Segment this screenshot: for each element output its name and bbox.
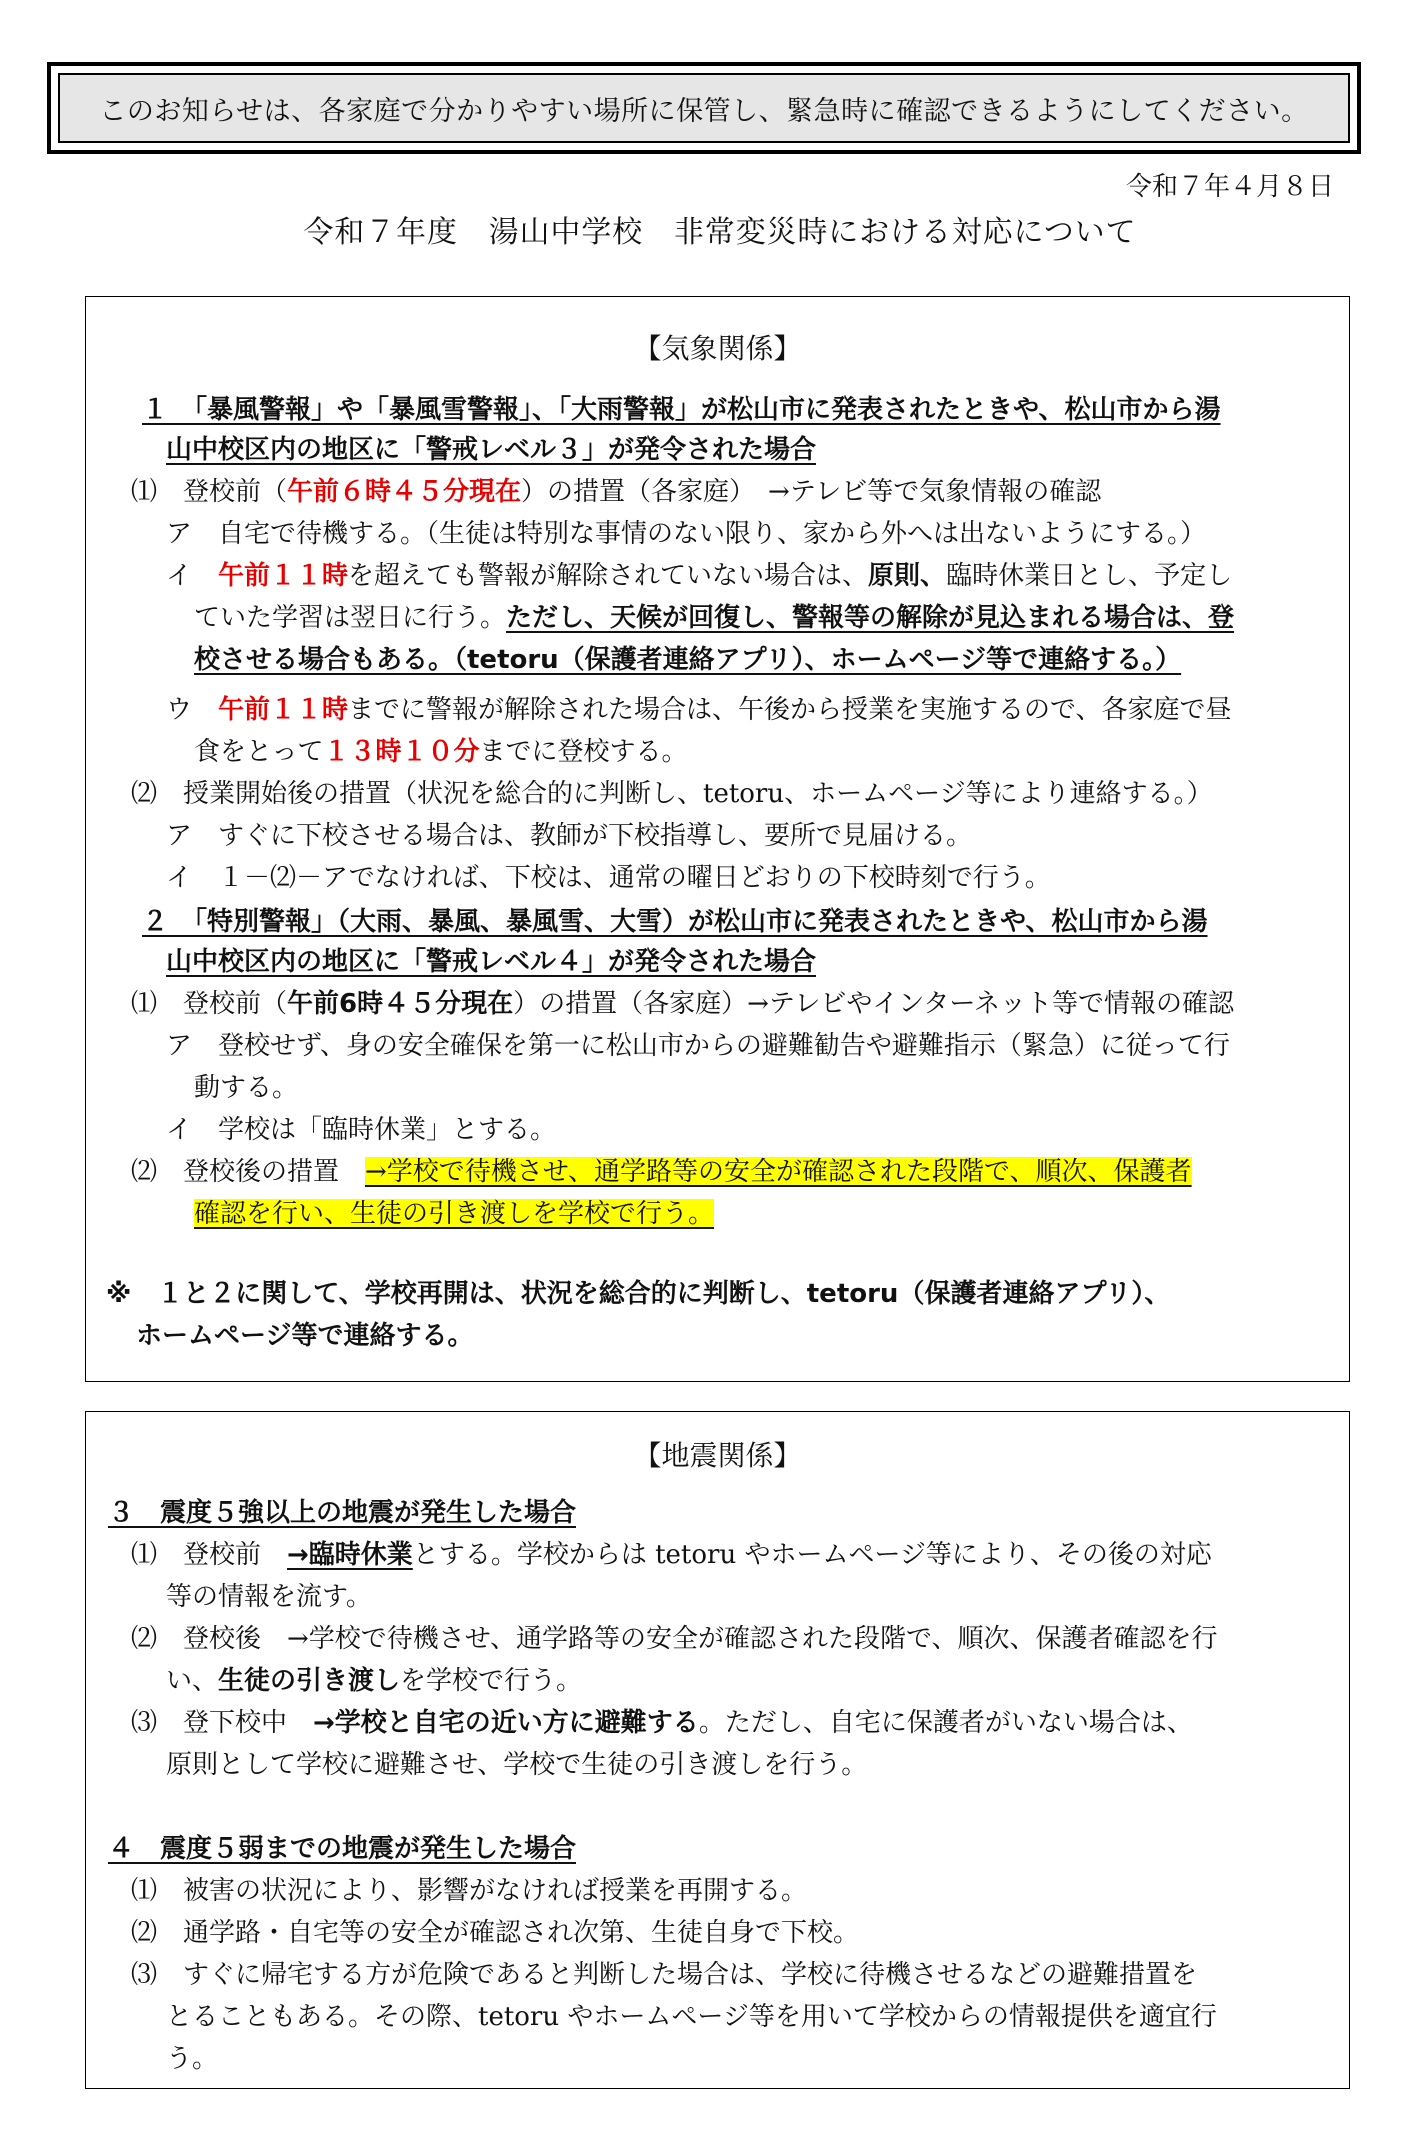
weather-section: [85, 296, 1350, 1382]
s2-p1: [131, 987, 1234, 1021]
s1-i2-underlined: ただし、天候が回復し、警報等の解除が見込まれる場合は、登: [506, 603, 1235, 633]
s3-p1-line1: [131, 1538, 1212, 1572]
document-title: 令和７年度 湯山中学校 非常変災時における対応について: [303, 215, 1137, 250]
s2-p2-highlight1: →学校で待機させ、通学路等の安全が確認された段階で、順次、保護者: [365, 1157, 1192, 1187]
section4-title: ４ 震度５弱までの地震が発生した場合: [108, 1834, 577, 1864]
s3-p3-bold: →学校と自宅の近い方に避難する: [313, 1708, 699, 1738]
s1-i-line2: [194, 601, 1234, 635]
note-line2: ホームページ等で連絡する。: [136, 1321, 474, 1351]
s2-p2-line2: [194, 1197, 714, 1231]
s2-a-line2: 動する。: [194, 1073, 299, 1103]
s1-i-post: 臨時休業日とし、予定し: [946, 561, 1233, 591]
s1-i-time: 午前１１時: [218, 561, 349, 591]
notice-banner-inner: [58, 73, 1350, 143]
s3-p1-underlined: →臨時休業: [287, 1540, 413, 1570]
s4-p2: ⑵ 通学路・自宅等の安全が確認され次第、生徒自身で下校。: [131, 1918, 860, 1948]
s2-p1-time: 午前6時４５分現在: [287, 989, 514, 1019]
s2-i: イ 学校は「臨時休業」とする。: [166, 1115, 557, 1145]
s1-u2-post: までに登校する。: [479, 737, 688, 767]
s1-i-line3: 校させる場合もある。（tetoru（保護者連絡アプリ）、ホームページ等で連絡する。）: [194, 645, 1182, 675]
s1-p2: ⑵ 授業開始後の措置（状況を総合的に判断し、tetoru、ホームページ等により連絡する。）: [131, 779, 1213, 809]
s1-i-pre: イ: [166, 561, 219, 591]
s3-p1-post: とする。学校からは tetoru やホームページ等により、その後の対応: [412, 1540, 1212, 1570]
s1-p1: [131, 475, 1101, 509]
document-date: 令和７年４月８日: [1125, 172, 1334, 202]
s2-p2-highlight2: 確認を行い、生徒の引き渡しを学校で行う。: [194, 1199, 715, 1229]
s1-p1-time: 午前６時４５分現在: [287, 477, 522, 507]
s1-u-post: までに警報が解除された場合は、午後から授業を実施するので、各家庭で昼: [348, 695, 1232, 725]
s2-p1-pre: ⑴ 登校前（: [131, 989, 288, 1019]
s1-u-line1: [166, 693, 1232, 727]
s1-a: ア 自宅で待機する。（生徒は特別な事情のない限り、家から外へは出ないようにする。）: [166, 519, 1207, 549]
section3-title: ３ 震度５強以上の地震が発生した場合: [108, 1498, 577, 1528]
s1-u2-pre: 食をとって: [194, 737, 324, 767]
s1-i2-pre: ていた学習は翌日に行う。: [194, 603, 507, 633]
s1-p2-a: ア すぐに下校させる場合は、教師が下校指導し、要所で見届ける。: [166, 821, 973, 851]
s1-i-bold: 原則、: [868, 561, 947, 591]
section2-title-a: 「特別警報」（大雨、暴風、暴風雪、大雪）が松山市に発表されたときや、松山市から湯: [194, 907, 1208, 937]
earthquake-heading: 【地震関係】: [633, 1439, 802, 1472]
s3-p2-line2: [166, 1664, 582, 1698]
s1-i-mid: を超えても警報が解除されていない場合は、: [348, 561, 869, 591]
s2-p1-post: ）の措置（各家庭）→テレビやインターネット等で情報の確認: [513, 989, 1235, 1019]
section2-number: ２: [142, 907, 169, 937]
s1-i-line1: [166, 559, 1232, 593]
s4-p3-line2: とることもある。その際、tetoru やホームページ等を用いて学校からの情報提供を適宜行: [166, 2002, 1217, 2032]
notice-banner: [47, 62, 1361, 154]
note-line1: ※ １と２に関して、学校再開は、状況を総合的に判断し、tetoru（保護者連絡アプリ）、: [106, 1279, 1171, 1309]
s3-p3-pre: ⑶ 登下校中: [131, 1708, 314, 1738]
s4-p1: ⑴ 被害の状況により、影響がなければ授業を再開する。: [131, 1876, 808, 1906]
section2-title-line2: 山中校区内の地区に「警戒レベル４」が発令された場合: [166, 947, 817, 977]
s1-p2-i: イ １－⑵－アでなければ、下校は、通常の曜日どおりの下校時刻で行う。: [166, 863, 1051, 893]
s1-u-time: 午前１１時: [218, 695, 349, 725]
s2-a-line1: ア 登校せず、身の安全確保を第一に松山市からの避難勧告や避難指示（緊急）に従って行: [166, 1031, 1230, 1061]
s2-p2-line1: [131, 1155, 1192, 1189]
section2-title-line1: [142, 905, 1208, 939]
s1-p1-post: ）の措置（各家庭） →テレビ等で気象情報の確認: [521, 477, 1102, 507]
s2-p2-pre: ⑵ 登校後の措置: [131, 1157, 366, 1187]
s4-p3-line1: ⑶ すぐに帰宅する方が危険であると判断した場合は、学校に待機させるなどの避難措置を: [131, 1960, 1198, 1990]
s1-u2-time: １３時１０分: [323, 737, 480, 767]
s1-p1-pre: ⑴ 登校前（: [131, 477, 288, 507]
s3-p3-line2: 原則として学校に避難させ、学校で生徒の引き渡しを行う。: [166, 1750, 868, 1780]
section1-title-line1: [142, 393, 1221, 427]
section1-number: １: [142, 395, 169, 425]
s4-p3-line3: う。: [166, 2044, 219, 2074]
earthquake-section: [85, 1411, 1350, 2089]
notice-banner-text: このお知らせは、各家庭で分かりやすい場所に保管し、緊急時に確認できるようにしてください。: [99, 95, 1309, 127]
s3-p2-pre: い、: [166, 1666, 219, 1696]
s1-u-pre: ウ: [166, 695, 219, 725]
s3-p1-line2: 等の情報を流す。: [166, 1582, 372, 1612]
s3-p2-line1: ⑵ 登校後 →学校で待機させ、通学路等の安全が確認された段階で、順次、保護者確認を行: [131, 1624, 1218, 1654]
s3-p1-pre: ⑴ 登校前: [131, 1540, 288, 1570]
weather-heading: 【気象関係】: [633, 332, 802, 365]
s3-p2-bold: 生徒の引き渡し: [218, 1666, 401, 1696]
section1-title-a: 「暴風警報」や「暴風雪警報」、「大雨警報」が松山市に発表されたときや、松山市から湯: [194, 395, 1221, 425]
s3-p3-post: 。ただし、自宅に保護者がいない場合は、: [698, 1708, 1193, 1738]
s1-u-line2: [194, 735, 688, 769]
s3-p2-post: を学校で行う。: [400, 1666, 583, 1696]
section1-title-line2: 山中校区内の地区に「警戒レベル３」が発令された場合: [166, 435, 817, 465]
s3-p3-line1: [131, 1706, 1193, 1740]
